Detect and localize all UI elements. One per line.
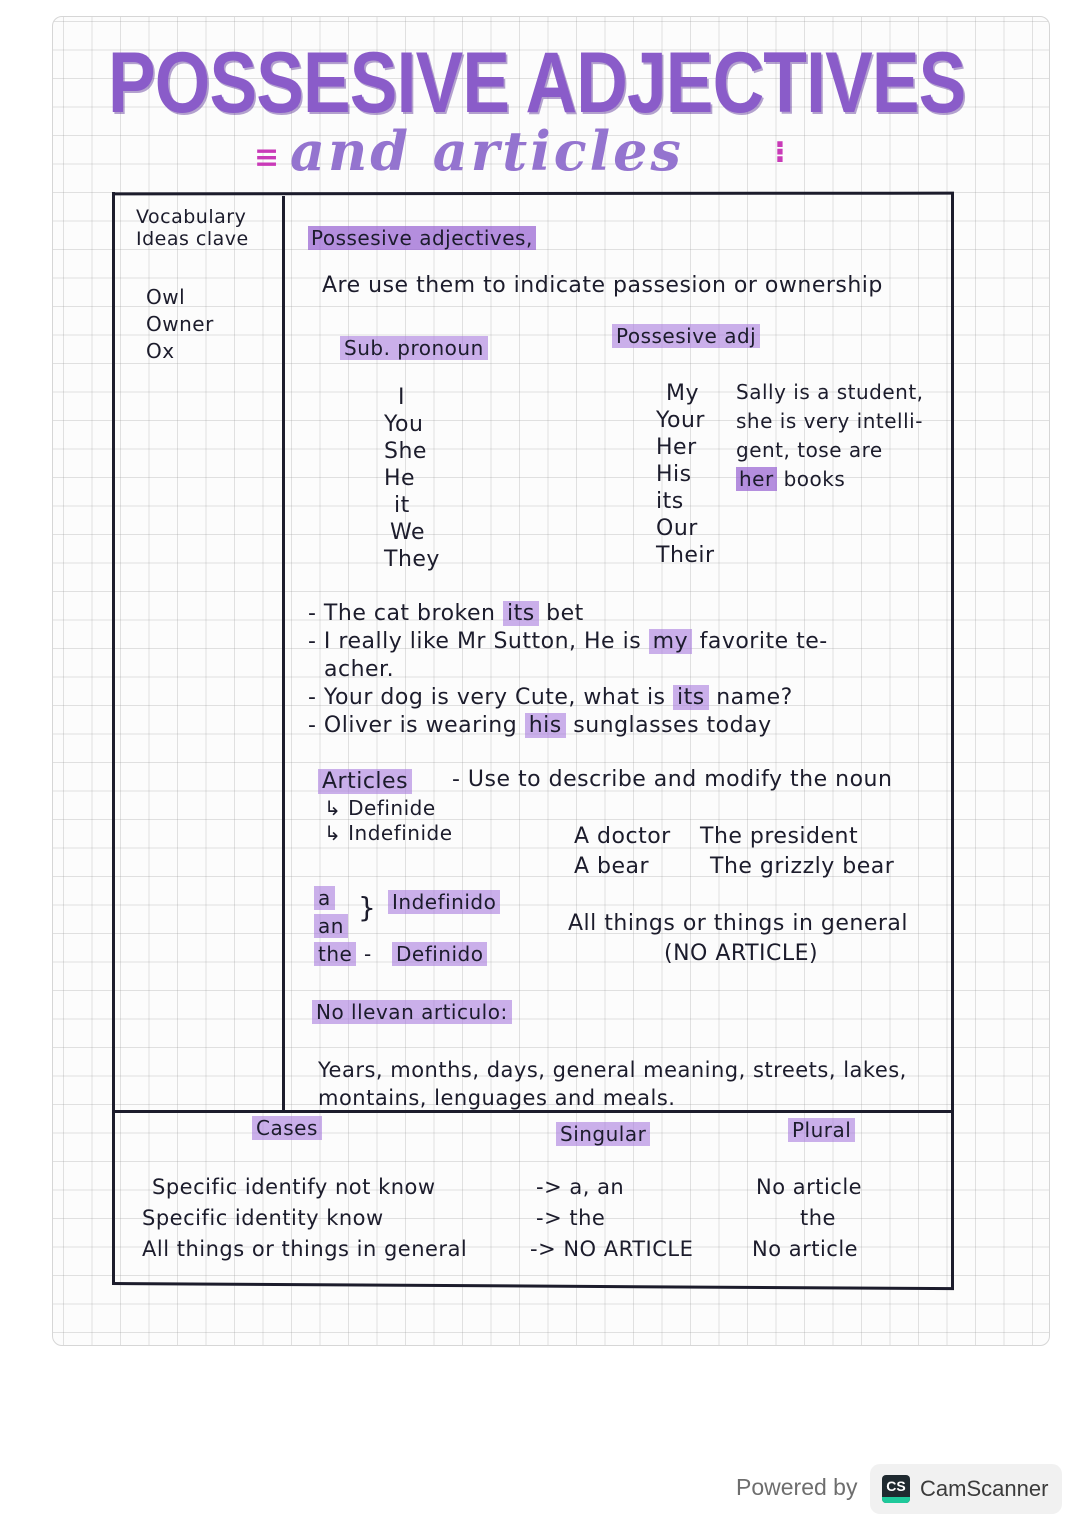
camscanner-logo-icon	[882, 1475, 910, 1503]
side-note-line	[736, 465, 924, 494]
possessive-item: Your	[656, 408, 705, 433]
possessive-item: My	[666, 381, 700, 406]
singular-column	[530, 1172, 693, 1265]
indefinido-text: Indefinido	[388, 890, 500, 914]
possessive-item: Her	[656, 435, 697, 460]
header-cases-text: Cases	[252, 1116, 322, 1140]
example-sentence	[308, 600, 828, 628]
header-plural-text: Plural	[788, 1118, 855, 1142]
example-a-doctor: A doctor	[574, 824, 671, 849]
pronoun-item: He	[384, 466, 416, 491]
column-label-subject	[340, 334, 488, 362]
article-type-definite: ↳ Definide	[324, 796, 436, 820]
article-forms	[314, 884, 356, 968]
table-cell-plural: No article	[756, 1175, 863, 1199]
definido-text: Definido	[392, 942, 487, 966]
table-header-plural	[788, 1116, 855, 1144]
vocab-word: Owner	[146, 312, 214, 336]
page-subtitle: and articles	[290, 119, 684, 183]
example-the-president: The president	[700, 824, 859, 849]
example-text: - Oliver is wearing	[308, 713, 525, 738]
table-cell-case: Specific identity know	[142, 1206, 384, 1230]
no-article-line: montains, lenguages and meals.	[318, 1086, 676, 1110]
decoration-marks-right: ⁝	[774, 135, 786, 170]
possessive-label-text: Possesive adj	[612, 324, 760, 348]
vocab-word: Owl	[146, 285, 186, 309]
possessive-item: Our	[656, 516, 698, 541]
brace-symbol: }	[358, 891, 377, 924]
side-note-line: gent, tose are	[736, 438, 883, 462]
example-highlight: its	[503, 601, 539, 626]
no-article-line: Years, months, days, general meaning, streets, lakes,	[318, 1058, 907, 1082]
table-cell-singular: -> NO ARTICLE	[530, 1237, 694, 1261]
example-text: name?	[708, 685, 793, 710]
article-types	[324, 796, 453, 846]
example-text: acher.	[324, 657, 395, 682]
possessive-item: its	[656, 489, 684, 514]
pronoun-item: it	[394, 493, 410, 518]
highlight-her: her	[736, 467, 777, 491]
vocab-word: Ox	[146, 339, 175, 363]
example-the-grizzly-bear: The grizzly bear	[710, 854, 895, 879]
column-divider	[282, 196, 285, 1112]
no-article-heading	[312, 998, 512, 1026]
example-text: - The cat broken	[308, 601, 503, 626]
example-sentences	[308, 600, 828, 740]
decoration-marks-left: ≡	[254, 140, 280, 175]
cases-column	[142, 1172, 467, 1265]
dash-symbol: -	[364, 942, 372, 966]
example-text: favorite te-	[692, 629, 828, 654]
example-text: sunglasses today	[565, 713, 772, 738]
table-cell-case: All things or things in general	[142, 1237, 468, 1261]
sidebar-heading-line1: Vocabulary	[136, 206, 247, 228]
example-text: - Your dog is very Cute, what is	[308, 685, 674, 710]
articles-heading-text: Articles	[318, 769, 412, 794]
pronoun-item: We	[390, 520, 425, 545]
no-article-heading-text: No llevan articulo:	[312, 1000, 512, 1024]
articles-heading	[318, 768, 412, 796]
example-sentence	[308, 628, 828, 656]
sidebar-heading	[136, 206, 249, 250]
possessive-item: Their	[656, 543, 715, 568]
article-an-text: an	[314, 914, 348, 938]
frame-left-border	[112, 192, 115, 1284]
definite-examples	[700, 822, 894, 882]
article-a	[314, 884, 356, 912]
pronoun-item: I	[398, 385, 405, 410]
table-header-cases	[252, 1114, 322, 1142]
table-cell-singular: -> the	[536, 1206, 606, 1230]
table-cell-case: Specific identify not know	[152, 1175, 436, 1199]
no-article-list	[318, 1056, 907, 1112]
table-cell-singular: -> a, an	[536, 1175, 625, 1199]
article-an	[314, 912, 356, 940]
example-text: bet	[538, 601, 584, 626]
side-note-line: she is very intelli-	[736, 409, 923, 433]
vocabulary-list	[146, 284, 214, 365]
table-cell-plural: the	[800, 1206, 836, 1230]
articles-description: - Use to describe and modify the noun	[452, 767, 893, 792]
example-sentence	[308, 656, 828, 684]
camscanner-badge[interactable]	[870, 1464, 1062, 1514]
general-note-line1: All things or things in general	[568, 911, 909, 936]
pronoun-item: They	[384, 547, 440, 572]
side-note-books: books	[783, 467, 846, 491]
general-note-line2: (NO ARTICLE)	[664, 941, 819, 966]
table-cell-plural: No article	[752, 1237, 859, 1261]
example-a-bear: A bear	[574, 854, 650, 879]
definido-label	[392, 940, 487, 968]
example-text: - I really like Mr Sutton, He is	[308, 629, 649, 654]
example-sentence	[308, 684, 828, 712]
article-a-text: a	[314, 886, 335, 910]
pronoun-item: She	[384, 439, 427, 464]
example-highlight: his	[525, 713, 566, 738]
article-the	[314, 940, 356, 968]
possessive-adjective-list	[656, 380, 715, 569]
subject-pronoun-list	[384, 384, 440, 573]
article-the-text: the	[314, 942, 356, 966]
indefinite-examples	[574, 822, 671, 882]
example-highlight: its	[673, 685, 709, 710]
frame-right-border	[951, 192, 954, 1290]
subject-label-text: Sub. pronoun	[340, 336, 488, 360]
header-singular-text: Singular	[556, 1122, 650, 1146]
plural-column	[752, 1172, 862, 1265]
possessive-item: His	[656, 462, 692, 487]
example-highlight: my	[649, 629, 692, 654]
example-sentence	[308, 712, 828, 740]
logo-text: CS	[886, 1478, 906, 1494]
side-note	[736, 378, 924, 494]
possessive-heading-text: Possesive adjectives,	[308, 226, 536, 250]
table-header-singular	[556, 1120, 650, 1148]
pronoun-item: You	[384, 412, 424, 437]
page-title: POSSESIVE ADJECTIVES	[108, 35, 966, 131]
column-label-possessive	[612, 322, 760, 350]
powered-by-label: Powered by	[736, 1474, 858, 1500]
side-note-line: Sally is a student,	[736, 380, 924, 404]
section-heading-possessive	[308, 224, 536, 252]
article-type-indefinite: ↳ Indefinide	[324, 821, 453, 845]
indefinido-label	[388, 888, 500, 916]
camscanner-brand-name: CamScanner	[920, 1476, 1049, 1501]
possessive-definition: Are use them to indicate passesion or ownership	[322, 273, 883, 298]
sidebar-heading-line2: Ideas clave	[136, 228, 249, 250]
